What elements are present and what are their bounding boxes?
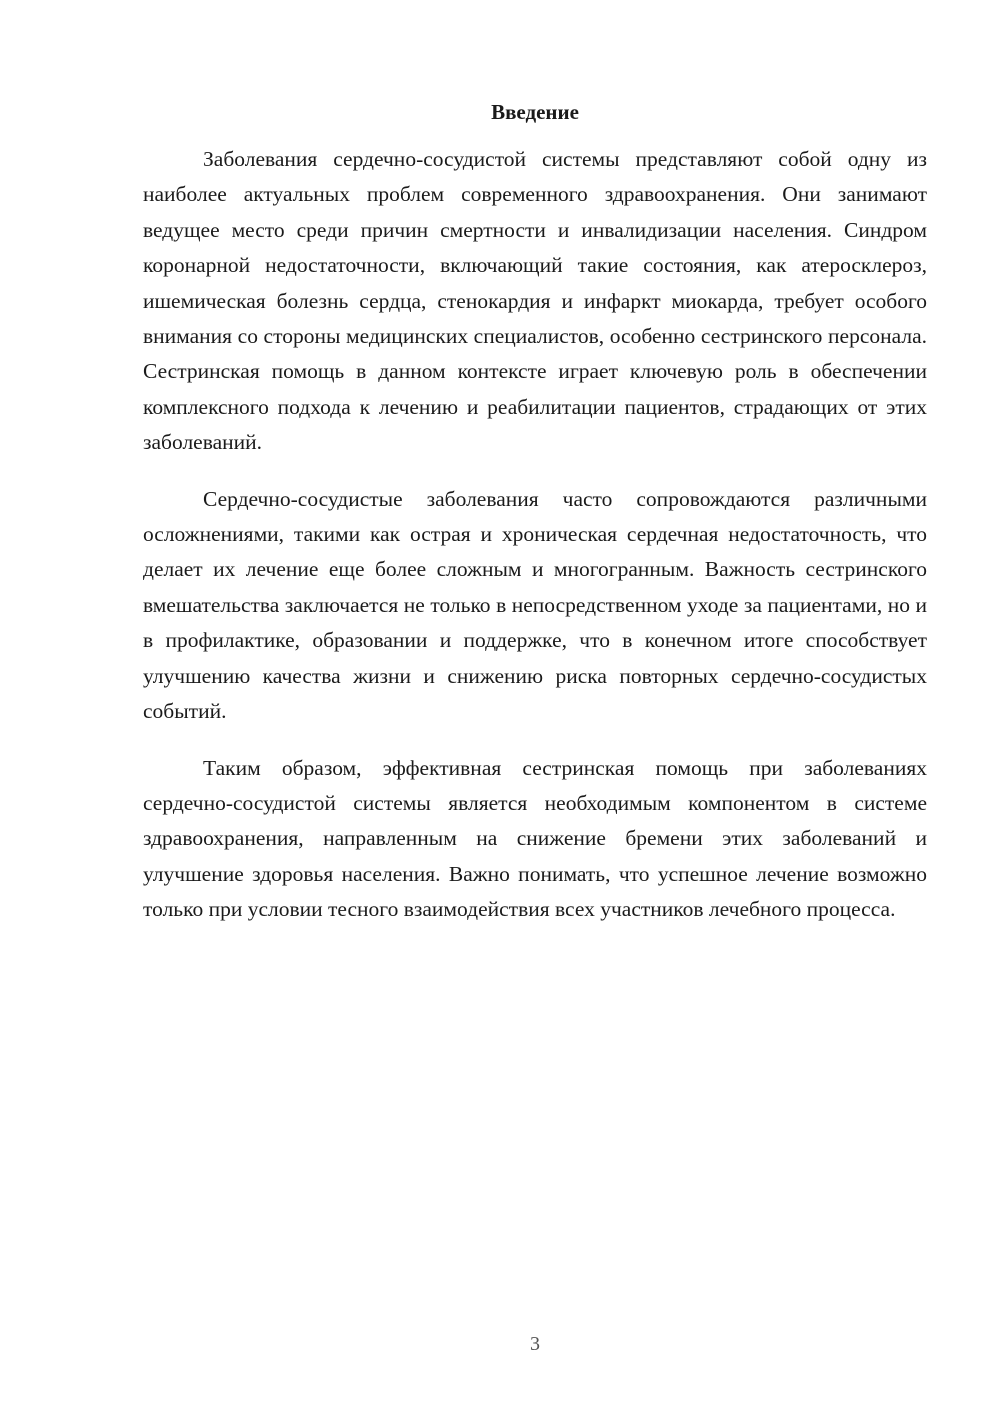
paragraph-3: Таким образом, эффективная сестринская помощь при заболеваниях сердечно-сосудистой системы является необходимым компонентом в системе здравоохранения, направленным на снижение бремени этих заболеваний и улучшение здоровья населения. Важно понимать, что успешное лечение возможно только при условии тесного взаимодействия всех участников лечебного процесса. xyxy=(143,755,927,922)
page-number: 3 xyxy=(530,1333,540,1355)
paragraph-1: Заболевания сердечно-сосудистой системы представляют собой одну из наиболее актуальных проблем современного здравоохранения. Они занимают ведущее место среди причин смертности и инвалидизации населения. Синдром коронарной недостаточности, включающий такие состояния, как атеросклероз, ишемическая болезнь сердца, стенокардия и инфаркт миокарда, требует особого внимания со стороны медицинских специалистов, особенно сестринского персонала. Сестринская помощь в данном контексте играет ключевую роль в обеспечении комплексного подхода к лечению и реабилитации пациентов, страдающих от этих заболеваний. xyxy=(143,147,927,455)
paragraph-2: Сердечно-сосудистые заболевания часто сопровождаются различными осложнениями, такими как острая и хроническая сердечная недостаточность, что делает их лечение еще более сложным и многогранным. Важность сестринского вмешательства заключается не только в непосредственном уходе за пациентами, но и в профилактике, образовании и поддержке, что в конечном итоге способствует улучшению качества жизни и снижению риска повторных сердечно-сосудистых событий. xyxy=(143,486,927,724)
section-heading: Введение xyxy=(491,100,579,124)
body-text xyxy=(143,142,927,949)
